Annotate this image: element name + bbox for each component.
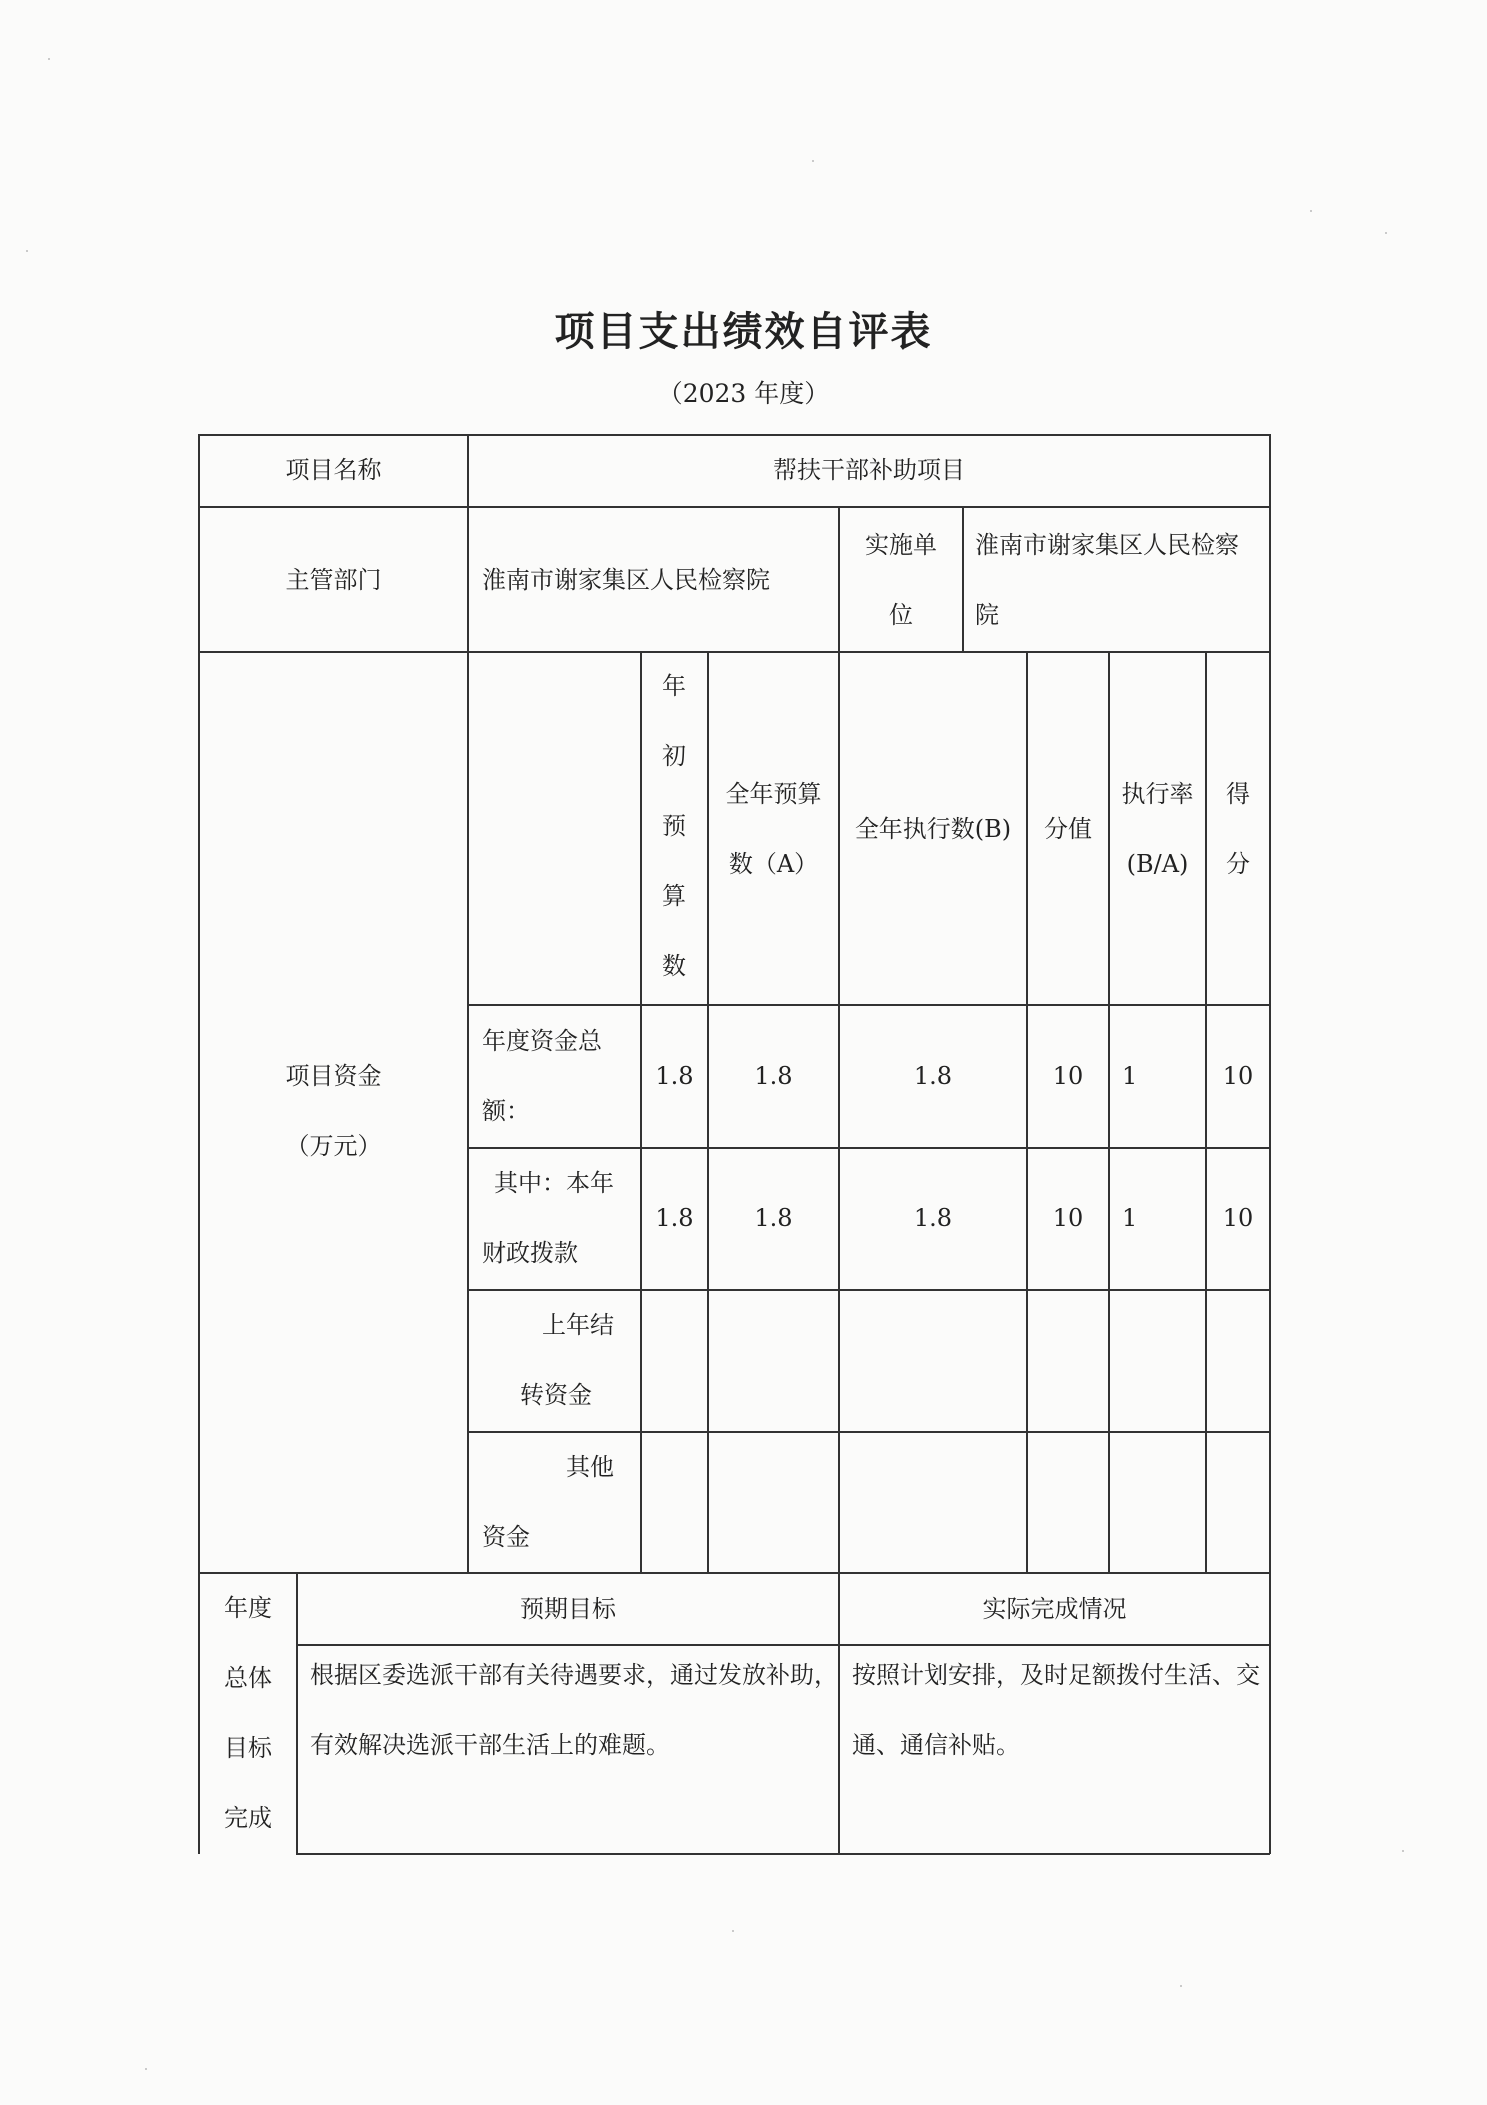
row-fiscal-rate: 1: [1122, 1204, 1138, 1232]
row-other-label-line1: 其他: [566, 1453, 614, 1481]
impl-unit-label-line2: 位: [889, 601, 913, 629]
row-carryover-label-line2: 转资金: [520, 1381, 592, 1409]
row-total-label-line1: 年度资金总: [482, 1027, 602, 1055]
col-score-value-header: 分值: [1044, 815, 1092, 843]
actual-completion-line2: 通、通信补贴。: [852, 1731, 1020, 1759]
impl-unit-value-line2: 院: [975, 601, 999, 629]
row-carryover-label-line1: 上年结: [542, 1311, 614, 1339]
actual-completion-header: 实际完成情况: [982, 1595, 1127, 1623]
page-subtitle: （2023 年度）: [657, 379, 830, 408]
col-exec-header: 全年执行数(B): [854, 815, 1012, 843]
row-fiscal-score: 10: [1222, 1204, 1254, 1232]
expected-goal-header: 预期目标: [520, 1595, 616, 1623]
actual-completion-line1: 按照计划安排，及时足额拨付生活、交: [852, 1661, 1260, 1689]
col-rate-header-line2: (B/A): [1126, 850, 1189, 878]
row-fiscal-initial: 1.8: [655, 1204, 694, 1232]
row-total-exec: 1.8: [913, 1062, 953, 1090]
row-fiscal-label-line1: 其中：本年: [494, 1169, 614, 1197]
col-budget-header-line1: 全年预算: [725, 780, 822, 808]
col-budget-header-line2: 数（A）: [728, 850, 819, 878]
row-fiscal-score-value: 10: [1052, 1204, 1084, 1232]
impl-unit-label-line1: 实施单: [865, 531, 937, 559]
col-rate-header-line1: 执行率: [1121, 780, 1194, 808]
project-name-value: 帮扶干部补助项目: [773, 456, 965, 484]
expected-goal-line2: 有效解决选派干部生活上的难题。: [310, 1731, 670, 1759]
funds-label-line1: 项目资金: [285, 1062, 382, 1090]
row-total-budget: 1.8: [754, 1062, 793, 1090]
row-fiscal-budget: 1.8: [754, 1204, 793, 1232]
row-total-rate: 1: [1122, 1062, 1138, 1090]
col-score-header-line1: 得: [1226, 780, 1250, 808]
row-fiscal-label-line2: 财政拨款: [482, 1239, 578, 1267]
dept-value: 淮南市谢家集区人民检察院: [482, 566, 770, 594]
annual-goal-label: 年度 总体 目标 完成: [224, 1594, 272, 1832]
row-total-score: 10: [1222, 1062, 1254, 1090]
row-fiscal-exec: 1.8: [913, 1204, 953, 1232]
row-other-label-line2: 资金: [482, 1523, 530, 1551]
expected-goal-line1: 根据区委选派干部有关待遇要求，通过发放补助，: [310, 1661, 838, 1689]
row-total-label-line2: 额：: [482, 1097, 530, 1125]
funds-label-line2: （万元）: [285, 1132, 382, 1160]
col-score-header-line2: 分: [1226, 850, 1250, 878]
col-initial-budget-header: 年 初 预 算 数: [662, 672, 686, 980]
dept-label: 主管部门: [285, 566, 382, 594]
project-name-label: 项目名称: [285, 456, 382, 484]
row-total-initial: 1.8: [655, 1062, 694, 1090]
page-title: 项目支出绩效自评表: [554, 309, 933, 355]
impl-unit-value-line1: 淮南市谢家集区人民检察: [975, 531, 1239, 559]
row-total-score-value: 10: [1052, 1062, 1084, 1090]
